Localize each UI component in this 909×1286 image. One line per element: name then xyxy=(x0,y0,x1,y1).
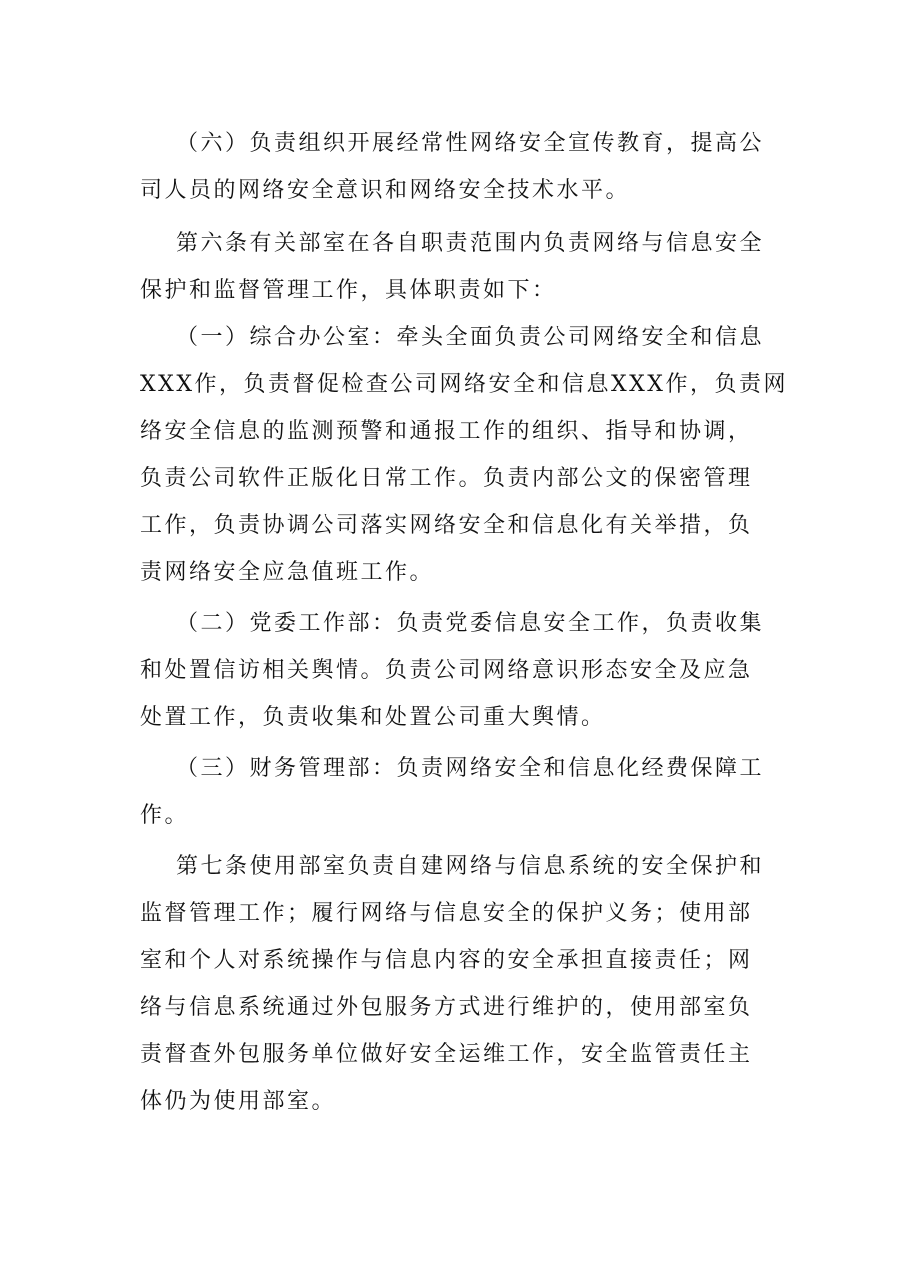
text-line: （六）负责组织开展经常性网络安全宣传教育，提高公 xyxy=(176,131,765,156)
text-line: 保护和监督管理工作，具体职责如下： xyxy=(140,278,557,303)
text-line: 络与信息系统通过外包服务方式进行维护的，使用部室负 xyxy=(140,995,753,1020)
text-line: XXX作，负责督促检查公司网络安全和信息XXX作，负责网 xyxy=(140,372,788,397)
text-line: （一）综合办公室：牵头全面负责公司网络安全和信息 xyxy=(176,325,765,350)
text-line: 负责公司软件正版化日常工作。负责内部公文的保密管理 xyxy=(140,466,753,491)
text-line: 络安全信息的监测预警和通报工作的组织、指导和协调， xyxy=(140,419,753,444)
text-line: 司人员的网络安全意识和网络安全技术水平。 xyxy=(140,178,631,203)
text-line: 第七条使用部室负责自建网络与信息系统的安全保护和 xyxy=(176,854,765,879)
text-line: 作。 xyxy=(140,803,190,828)
text-line: 监督管理工作；履行网络与信息安全的保护义务；使用部 xyxy=(140,901,753,926)
text-line: （三）财务管理部：负责网络安全和信息化经费保障工 xyxy=(176,756,765,781)
text-line: 室和个人对系统操作与信息内容的安全承担直接责任；网 xyxy=(140,948,753,973)
text-line: 处置工作，负责收集和处置公司重大舆情。 xyxy=(140,705,606,730)
text-line: 体仍为使用部室。 xyxy=(140,1089,337,1114)
text-line: 责督查外包服务单位做好安全运维工作，安全监管责任主 xyxy=(140,1042,753,1067)
text-line: （二）党委工作部：负责党委信息安全工作，负责收集 xyxy=(176,611,765,636)
text-line: 和处置信访相关舆情。负责公司网络意识形态安全及应急 xyxy=(140,658,753,683)
text-line: 工作，负责协调公司落实网络安全和信息化有关举措，负 xyxy=(140,513,753,538)
text-line: 责网络安全应急值班工作。 xyxy=(140,560,435,585)
text-line: 第六条有关部室在各自职责范围内负责网络与信息安全 xyxy=(176,231,765,256)
